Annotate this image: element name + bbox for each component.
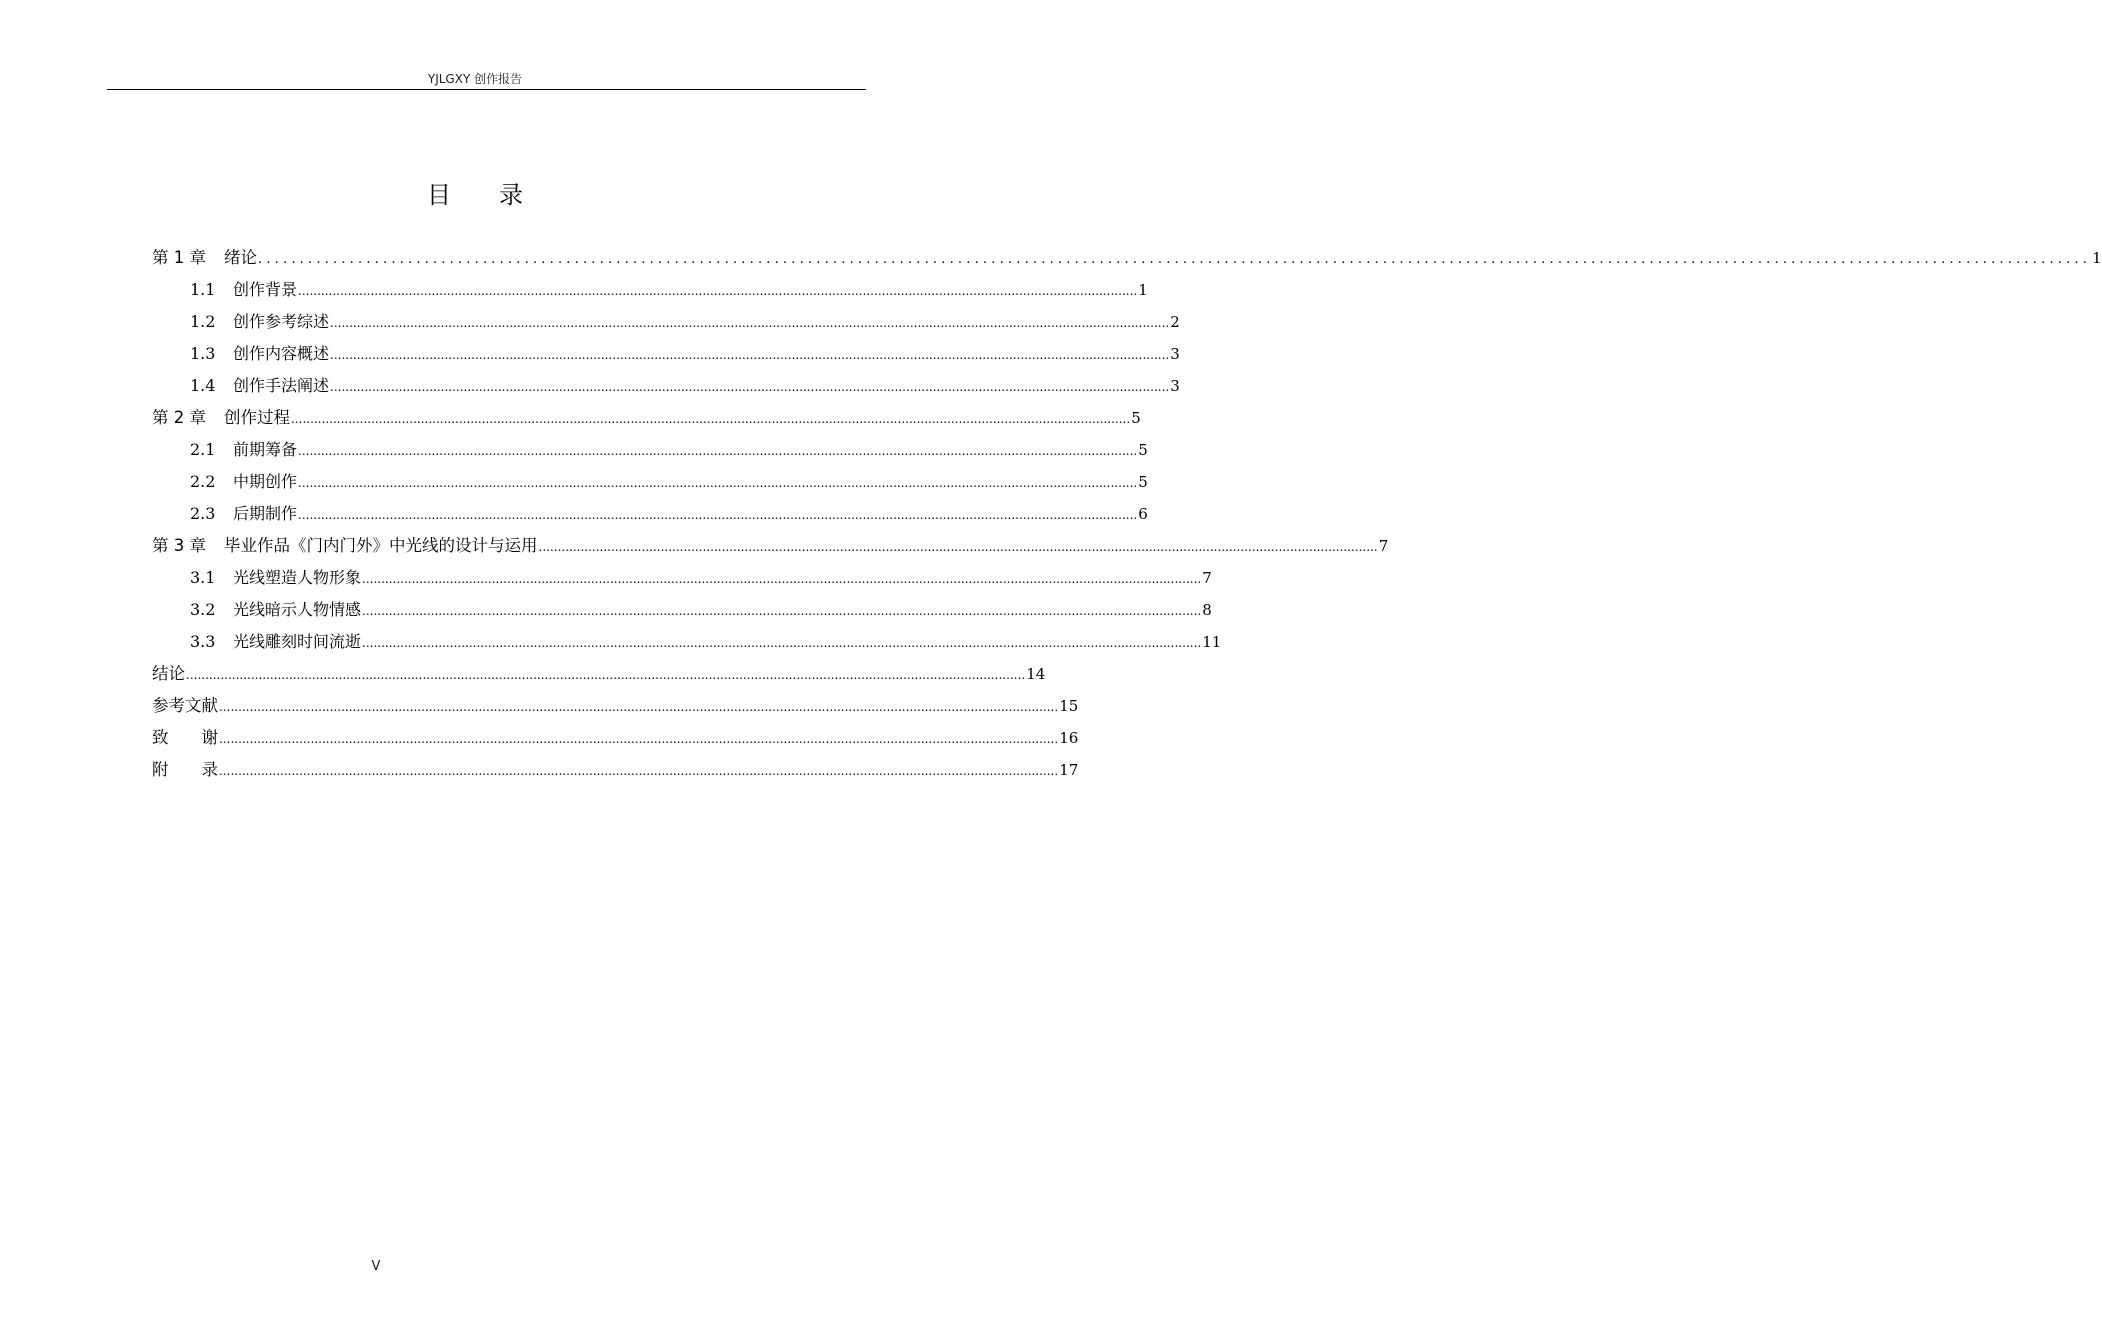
toc-entry-number: 2.3 xyxy=(190,504,216,523)
dot-leader: ............................................................................................................................................................................................................................ xyxy=(186,668,1026,682)
toc-entry-title: 创作过程 xyxy=(224,408,290,427)
dot-leader: ............................................................................................................................................................................................................................ xyxy=(362,572,1202,586)
dot-leader: ............................................................................................................................................................................................................................ xyxy=(219,700,1059,714)
toc-entry-title: 创作内容概述 xyxy=(233,344,330,363)
toc-entry-title: 光线暗示人物情感 xyxy=(233,600,362,619)
toc-entry[interactable] xyxy=(152,530,1389,562)
toc-entry-label xyxy=(190,306,329,338)
toc-entry-label xyxy=(190,274,297,306)
toc-entry-page: 2 xyxy=(1170,313,1180,331)
toc-entry-title: 前期筹备 xyxy=(233,440,298,459)
toc-entry-title: 创作手法阐述 xyxy=(233,376,330,395)
toc-entry-title: 中期创作 xyxy=(233,472,298,491)
toc-entry-number: 1.2 xyxy=(190,312,216,331)
dot-leader: ............................................................................................................................................................................................................................ xyxy=(219,732,1059,746)
toc-entry-page: 7 xyxy=(1202,569,1212,587)
toc-entry-page: 3 xyxy=(1170,377,1180,395)
toc-entry-number: 第 2 章 xyxy=(152,408,206,427)
toc-entry[interactable] xyxy=(152,274,1148,306)
toc-entry-title: 参考文献 xyxy=(152,696,218,715)
toc-entry-number: 1.4 xyxy=(190,376,216,395)
toc-entry[interactable] xyxy=(152,498,1148,530)
toc-entry-title: 绪论 xyxy=(224,248,257,267)
toc-entry[interactable] xyxy=(152,402,1141,434)
toc-entry-title: 毕业作品《门内门外》中光线的设计与运用 xyxy=(224,536,538,555)
toc-entry-number: 1.3 xyxy=(190,344,216,363)
toc-entry-page: 1 xyxy=(2092,249,2102,267)
toc-entry-label xyxy=(152,530,538,562)
toc-entry-page: 15 xyxy=(1059,697,1079,715)
toc-title xyxy=(0,178,950,212)
toc-entry-label xyxy=(190,594,361,626)
toc-entry-title: 附 录 xyxy=(152,760,218,779)
toc-entry-number: 3.2 xyxy=(190,600,216,619)
dot-leader: ............................................................................................................................................................................................................................ xyxy=(298,444,1138,458)
toc-entry-label xyxy=(152,242,257,274)
dot-leader: ............................................................................................................................................................................................................................ xyxy=(362,636,1202,650)
toc-entry-number: 3.1 xyxy=(190,568,216,587)
toc-entry[interactable] xyxy=(152,338,1180,370)
dot-leader: ............................................................................................................................................................................................................................ xyxy=(298,476,1138,490)
dot-leader: ............................................................................................................................................................................................................................ xyxy=(330,380,1170,394)
toc-entry-number: 2.1 xyxy=(190,440,216,459)
toc-entry-label xyxy=(190,434,297,466)
toc-entry-page: 8 xyxy=(1202,601,1212,619)
header-rule xyxy=(107,89,866,90)
toc-entry-page: 16 xyxy=(1059,729,1079,747)
toc-entry[interactable] xyxy=(152,626,1222,658)
toc-entry[interactable] xyxy=(152,690,1079,722)
toc-entry-label xyxy=(152,402,290,434)
toc-entry[interactable] xyxy=(152,242,2102,274)
toc-entry-label xyxy=(152,658,185,690)
toc-entry[interactable] xyxy=(152,466,1148,498)
toc-entry-number: 1.1 xyxy=(190,280,216,299)
toc-entry-page: 11 xyxy=(1202,633,1222,651)
toc-entry-title: 结论 xyxy=(152,664,185,683)
toc-entry[interactable] xyxy=(152,754,1079,786)
toc-entry-number: 2.2 xyxy=(190,472,216,491)
toc-entry-page: 1 xyxy=(1138,281,1148,299)
toc-entry-title: 创作背景 xyxy=(233,280,298,299)
dot-leader: ............................................................................................................................................................................................................................ xyxy=(258,252,2092,267)
toc-entry-title: 致 谢 xyxy=(152,728,218,747)
running-header: YJLGXY 创作报告 xyxy=(427,72,523,86)
toc-entry-page: 17 xyxy=(1059,761,1079,779)
toc-title-char-1: 目 xyxy=(427,181,451,209)
toc-entry-label xyxy=(190,562,361,594)
toc-entry-page: 3 xyxy=(1170,345,1180,363)
toc-title-char-2: 录 xyxy=(499,181,523,209)
toc-entry[interactable] xyxy=(152,722,1079,754)
dot-leader: ............................................................................................................................................................................................................................ xyxy=(362,604,1202,618)
dot-leader: ............................................................................................................................................................................................................................ xyxy=(298,284,1138,298)
toc-entry-page: 7 xyxy=(1378,537,1389,555)
toc-entry[interactable] xyxy=(152,306,1180,338)
toc-entry[interactable] xyxy=(152,658,1046,690)
dot-leader: ............................................................................................................................................................................................................................ xyxy=(330,316,1170,330)
toc-entry[interactable] xyxy=(152,594,1212,626)
toc-entry-title: 光线塑造人物形象 xyxy=(233,568,362,587)
toc-entry-number: 3.3 xyxy=(190,632,216,651)
toc-entry-label xyxy=(190,466,297,498)
toc-entry-label xyxy=(190,370,329,402)
toc-entry-label xyxy=(190,338,329,370)
toc-entry[interactable] xyxy=(152,562,1212,594)
toc-entry-label xyxy=(152,722,218,754)
toc-entry-page: 14 xyxy=(1026,665,1046,683)
toc-entry-page: 6 xyxy=(1138,505,1148,523)
dot-leader: ............................................................................................................................................................................................................................ xyxy=(298,508,1138,522)
toc-entry-title: 后期制作 xyxy=(233,504,298,523)
toc-entry-page: 5 xyxy=(1138,473,1148,491)
toc-entry[interactable] xyxy=(152,370,1180,402)
dot-leader: ............................................................................................................................................................................................................................ xyxy=(291,412,1131,426)
toc-entry[interactable] xyxy=(152,434,1148,466)
toc-entry-page: 5 xyxy=(1131,409,1141,427)
dot-leader: ............................................................................................................................................................................................................................ xyxy=(330,348,1170,362)
toc-entry-title: 创作参考综述 xyxy=(233,312,330,331)
dot-leader: ............................................................................................................................................................................................................................ xyxy=(538,540,1378,554)
toc-entry-label xyxy=(152,690,218,722)
toc-entry-title: 光线雕刻时间流逝 xyxy=(233,632,362,651)
toc-entry-number: 第 1 章 xyxy=(152,248,206,267)
toc-entry-label xyxy=(152,754,218,786)
page-number: V xyxy=(371,1259,381,1274)
toc-entry-label xyxy=(190,498,297,530)
toc-entry-page: 5 xyxy=(1138,441,1148,459)
toc-entry-number: 第 3 章 xyxy=(152,536,206,555)
toc-entry-label xyxy=(190,626,361,658)
table-of-contents xyxy=(152,242,2102,786)
dot-leader: ............................................................................................................................................................................................................................ xyxy=(219,764,1059,778)
